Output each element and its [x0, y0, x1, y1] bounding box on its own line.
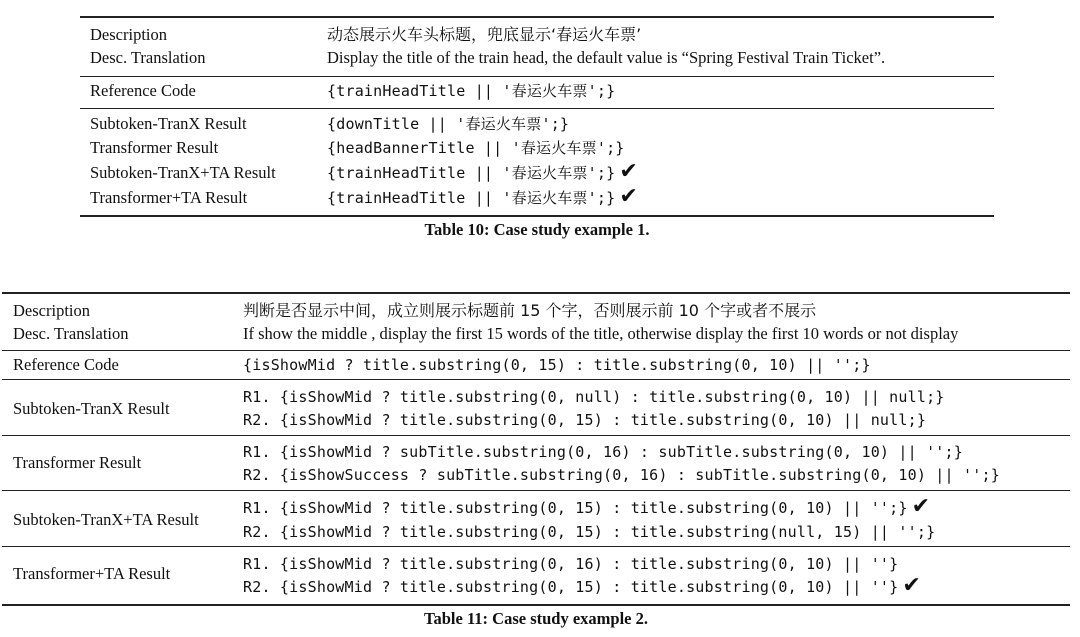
bottom-rule	[2, 604, 1070, 606]
row-rule	[80, 108, 994, 109]
translation-label: Desc. Translation	[90, 48, 206, 67]
check-mark-icon: ✔	[911, 494, 931, 519]
subtoken-tranx-r1: R1. {isShowMid ? title.substring(0, null) : title.substring(0, 10) || null;}	[243, 388, 945, 406]
transformer-label: Transformer Result	[13, 453, 142, 472]
subtoken-tranx-ta-value: {trainHeadTitle || '春运火车票';}	[327, 164, 616, 182]
transformer-ta-value: {trainHeadTitle || '春运火车票';}	[327, 189, 616, 207]
transformer-r1: R1. {isShowMid ? subTitle.substring(0, 16) : subTitle.substring(0, 10) || '';}	[243, 443, 963, 461]
check-mark-icon: ✔	[619, 184, 638, 209]
subtoken-tranx-label: Subtoken-TranX Result	[90, 114, 247, 133]
table-11-caption: Table 11: Case study example 2.	[424, 609, 648, 628]
subtoken-tranx-ta-value-wrap	[327, 159, 638, 184]
top-rule	[2, 292, 1070, 294]
transformer-value: {headBannerTitle || '春运火车票';}	[327, 139, 625, 157]
reference-code-value: {trainHeadTitle || '春运火车票';}	[327, 82, 616, 100]
transformer-label: Transformer Result	[90, 138, 219, 157]
subtoken-tranx-label: Subtoken-TranX Result	[13, 399, 170, 418]
table-11	[2, 292, 1070, 632]
subtoken-tranx-ta-r1: R1. {isShowMid ? title.substring(0, 15) : title.substring(0, 10) || '';}	[243, 499, 908, 517]
transformer-ta-r2-wrap	[243, 573, 921, 598]
translation-value: If show the middle , display the first 15 words of the title, otherwise display the first 10 words or not display	[243, 324, 959, 343]
row-rule	[2, 379, 1070, 380]
description-value: 动态展示火车头标题，兜底显示‘春运火车票’	[327, 25, 642, 44]
transformer-ta-label: Transformer+TA Result	[13, 564, 171, 583]
check-mark-icon: ✔	[619, 159, 638, 184]
subtoken-tranx-ta-r2: R2. {isShowMid ? title.substring(0, 15) : title.substring(null, 15) || '';}	[243, 523, 936, 541]
transformer-ta-value-wrap	[327, 184, 638, 209]
description-label: Description	[90, 25, 167, 44]
transformer-ta-label: Transformer+TA Result	[90, 188, 248, 207]
row-rule	[2, 546, 1070, 547]
transformer-r2: R2. {isShowSuccess ? subTitle.substring(0, 16) : subTitle.substring(0, 10) || '';}	[243, 466, 1000, 484]
reference-code-label: Reference Code	[13, 355, 119, 374]
subtoken-tranx-value: {downTitle || '春运火车票';}	[327, 115, 570, 133]
reference-code-value: {isShowMid ? title.substring(0, 15) : title.substring(0, 10) || '';}	[243, 356, 871, 374]
bottom-rule	[80, 215, 994, 217]
check-mark-icon: ✔	[902, 573, 921, 598]
row-rule	[80, 76, 994, 77]
row-rule	[2, 490, 1070, 491]
transformer-ta-r1: R1. {isShowMid ? title.substring(0, 16) : title.substring(0, 10) || ''}	[243, 555, 899, 573]
translation-label: Desc. Translation	[13, 324, 129, 343]
translation-value: Display the title of the train head, the default value is “Spring Festival Train Ticket”.	[327, 48, 886, 67]
description-label: Description	[13, 301, 90, 320]
top-rule	[80, 16, 994, 18]
subtoken-tranx-ta-label: Subtoken-TranX+TA Result	[90, 163, 276, 182]
subtoken-tranx-r2: R2. {isShowMid ? title.substring(0, 15) : title.substring(0, 10) || null;}	[243, 411, 927, 429]
reference-code-label: Reference Code	[90, 81, 196, 100]
row-rule	[2, 350, 1070, 351]
row-rule	[2, 435, 1070, 436]
table-10	[80, 16, 994, 246]
transformer-ta-r2: R2. {isShowMid ? title.substring(0, 15) : title.substring(0, 10) || ''}	[243, 578, 899, 596]
table-10-caption: Table 10: Case study example 1.	[424, 220, 650, 239]
subtoken-tranx-ta-label: Subtoken-TranX+TA Result	[13, 510, 199, 529]
description-value: 判断是否显示中间，成立则展示标题前 15 个字，否则展示前 10 个字或者不展示	[243, 301, 817, 320]
subtoken-tranx-ta-r1-wrap	[243, 494, 931, 519]
